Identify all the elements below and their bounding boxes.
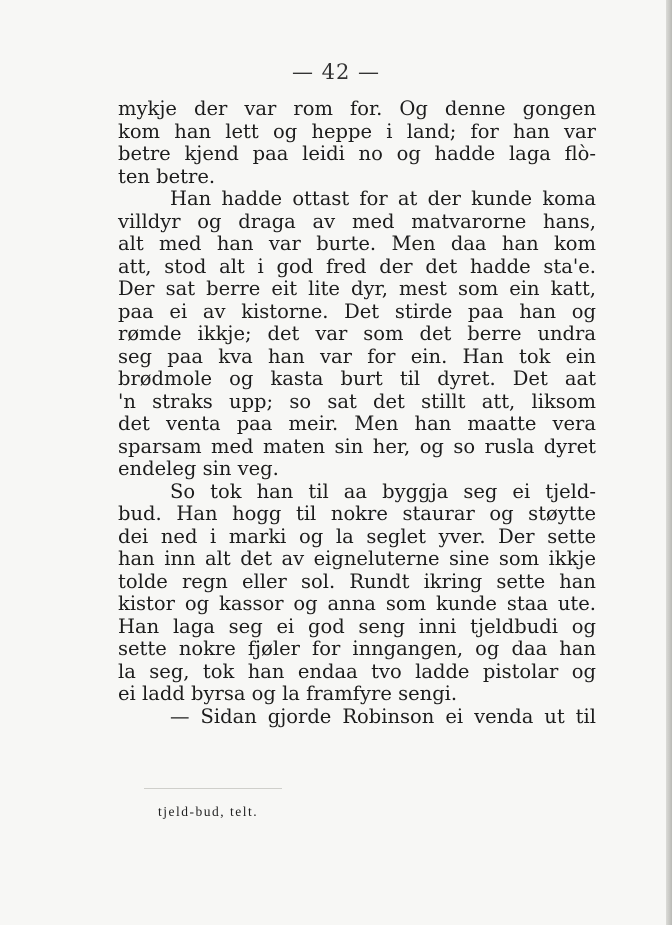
page-edge-shadow <box>666 0 672 925</box>
text-line: ten betre. <box>118 164 216 188</box>
text-line: Han hadde ottast for at der kunde koma <box>170 187 596 210</box>
text-line: endeleg sin veg. <box>118 457 279 480</box>
text-line: tolde regn eller sol. Rundt ikring sette han <box>118 569 596 593</box>
text-line: det venta paa meir. Men han maatte vera <box>118 412 596 435</box>
text-line: Der sat berre eit lite dyr, mest som ein katt, <box>118 277 596 300</box>
footnote-divider <box>144 788 282 789</box>
text-line: So tok han til aa byggja seg ei tjeld- <box>170 479 596 503</box>
text-line: betre kjend paa leidi no og hadde laga flò- <box>118 142 596 165</box>
text-line: — Sidan gjorde Robinson ei venda ut til <box>170 704 596 728</box>
text-line: alt med han var burte. Men daa han kom <box>118 232 596 255</box>
text-line: mykje der var rom for. Og denne gongen <box>118 97 596 120</box>
text-line: seg paa kva han var for ein. Han tok ein <box>118 344 596 368</box>
text-line: rømde ikkje; det var som det berre undra <box>118 322 596 345</box>
body-text <box>118 98 596 728</box>
page-number: — 42 — <box>291 60 381 84</box>
text-line: Han laga seg ei god seng inni tjeldbudi og <box>118 614 596 638</box>
text-line: la seg, tok han endaa tvo ladde pistolar og <box>118 659 596 683</box>
text-line: han inn alt det av eigneluterne sine som ikkje <box>118 547 596 570</box>
text-line: kistor og kassor og anna som kunde staa ute. <box>118 592 596 615</box>
text-line: brødmole og kasta burt til dyret. Det aat <box>118 367 596 390</box>
text-line: sparsam med maten sin her, og so rusla dyret <box>118 434 596 458</box>
text-line: ei ladd byrsa og la framfyre sengi. <box>118 682 458 705</box>
text-line: kom han lett og heppe i land; for han var <box>118 119 596 143</box>
text-line: 'n straks upp; so sat det stillt att, liksom <box>118 389 596 413</box>
text-line: att, stod alt i god fred der det hadde sta'e. <box>118 254 596 278</box>
footnote: tjeld-bud, telt. <box>158 804 259 819</box>
text-line: bud. Han hogg til nokre staurar og støytte <box>118 502 596 525</box>
text-line: dei ned i marki og la seglet yver. Der sette <box>118 524 596 548</box>
text-line: sette nokre fjøler for inngangen, og daa han <box>118 637 596 660</box>
text-line: paa ei av kistorne. Det stirde paa han og <box>118 299 596 323</box>
text-line: villdyr og draga av med matvarorne hans, <box>118 209 596 233</box>
